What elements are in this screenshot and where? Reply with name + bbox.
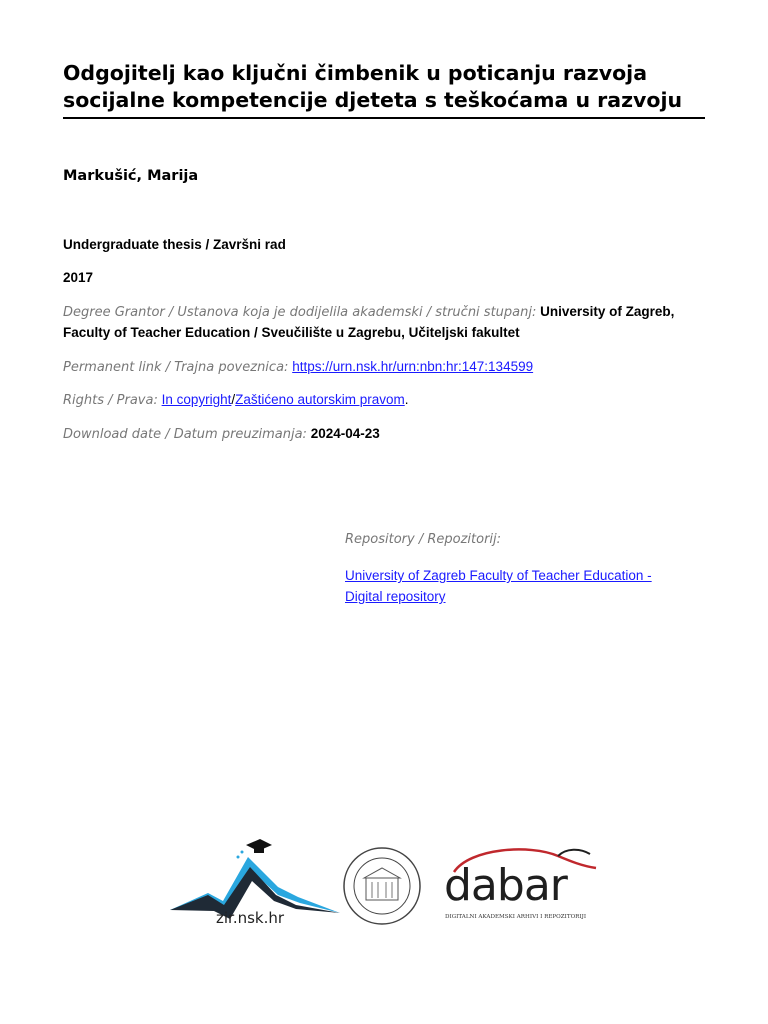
repository-link[interactable] bbox=[345, 565, 685, 607]
zir-logo[interactable] bbox=[168, 835, 343, 935]
permanent-link-label: Permanent link / Trajna poveznica: bbox=[63, 360, 289, 375]
author-name: Markušić, Marija bbox=[63, 168, 199, 184]
rights-link-in-copyright[interactable]: In copyright bbox=[161, 392, 232, 407]
repository-link-line2[interactable]: Digital repository bbox=[345, 589, 446, 604]
zir-logo-text: zir.nsk.hr bbox=[216, 909, 285, 927]
degree-grantor-value: University of Zagreb, Faculty of Teacher Education / Sveučilište u Zagrebu, Učiteljski fakultet bbox=[63, 304, 675, 340]
rights-row bbox=[63, 390, 703, 411]
thesis-type: Undergraduate thesis / Završni rad bbox=[63, 237, 286, 252]
download-date-value: 2024-04-23 bbox=[310, 426, 380, 441]
dabar-wordmark: dabar bbox=[444, 860, 567, 911]
document-title: Odgojitelj kao ključni čimbenik u poticanju razvoja socijalne kompetencije djeteta s teškoćama u razvoju bbox=[63, 61, 683, 112]
rights-separator: / bbox=[231, 392, 236, 407]
rights-label: Rights / Prava: bbox=[63, 393, 158, 408]
university-seal-icon bbox=[342, 846, 422, 926]
permanent-link[interactable]: https://urn.nsk.hr/urn:nbn:hr:147:134599 bbox=[292, 359, 534, 374]
permanent-link-row bbox=[63, 357, 703, 378]
dabar-subtitle: DIGITALNI AKADEMSKI ARHIVI I REPOZITORIJI bbox=[445, 914, 587, 920]
download-date-label: Download date / Datum preuzimanja: bbox=[63, 427, 307, 442]
rights-end: . bbox=[404, 392, 409, 407]
title-divider bbox=[63, 117, 705, 119]
rights-link-zasticeno[interactable]: Zaštićeno autorskim pravom bbox=[235, 392, 405, 407]
repository-label-row bbox=[345, 528, 685, 550]
dabar-logo[interactable] bbox=[440, 842, 605, 927]
repository-label: Repository / Repozitorij: bbox=[345, 532, 502, 547]
download-date-row bbox=[63, 424, 703, 445]
repository-link-line1[interactable]: University of Zagreb Faculty of Teacher Education - bbox=[345, 568, 652, 583]
degree-grantor-label: Degree Grantor / Ustanova koja je dodijelila akademski / stručni stupanj: bbox=[63, 305, 537, 320]
thesis-year: 2017 bbox=[63, 270, 94, 285]
university-seal-logo bbox=[342, 846, 422, 926]
degree-grantor bbox=[63, 302, 703, 343]
